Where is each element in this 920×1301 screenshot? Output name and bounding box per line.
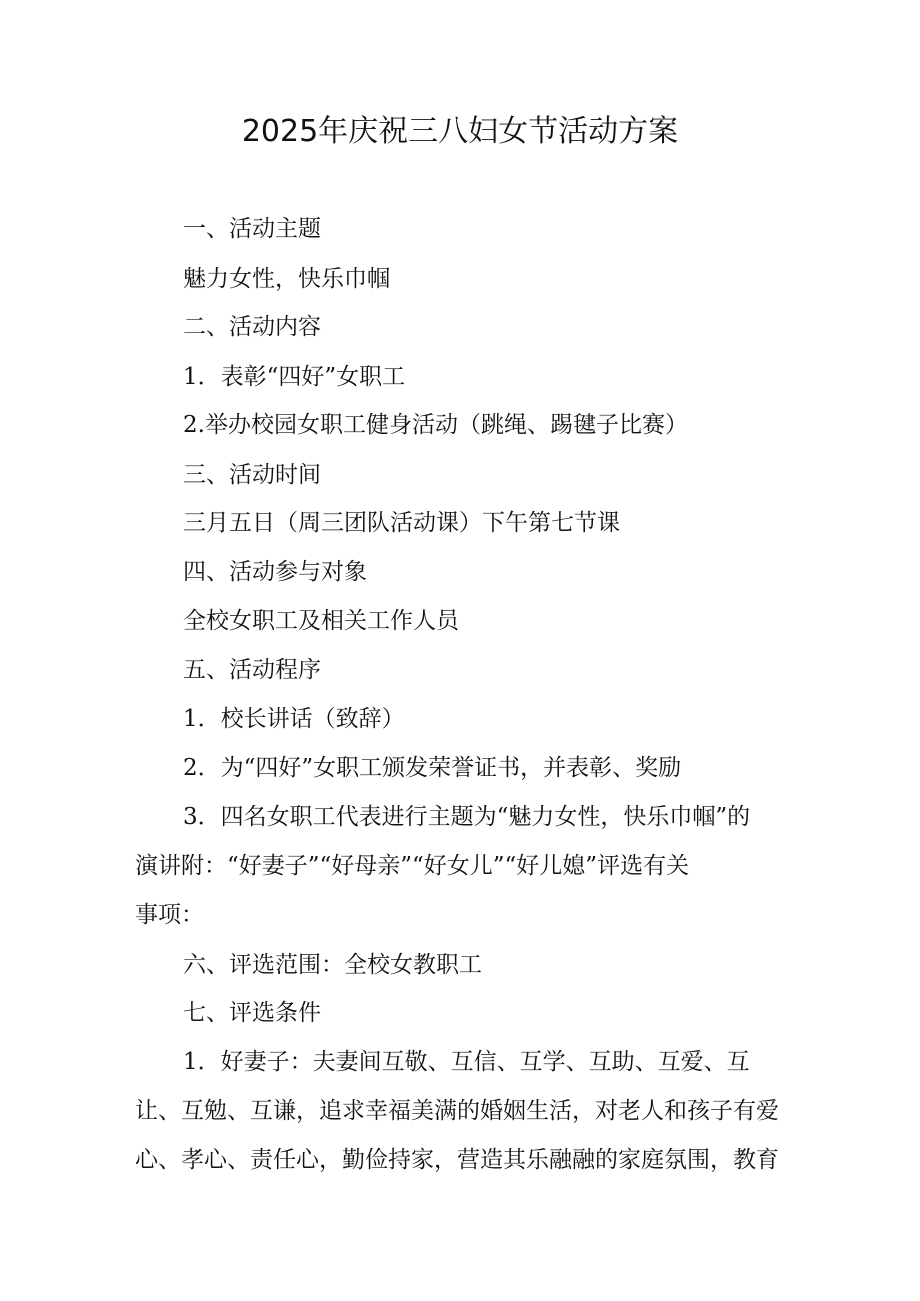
paragraph-participants: 全校女职工及相关工作人员 xyxy=(183,608,459,634)
heading-selection-scope: 六、评选范围：全校女教职工 xyxy=(183,952,482,978)
procedure-item-1: 1．校长讲话（致辞） xyxy=(183,706,405,732)
heading-activity-time: 三、活动时间 xyxy=(183,462,321,488)
procedure-item-3: 3．四名女职工代表进行主题为“魅力女性，快乐巾帼”的 xyxy=(183,804,751,830)
paragraph-time: 三月五日（周三团队活动课）下午第七节课 xyxy=(183,510,620,536)
content-item-2: 2.举办校园女职工健身活动（跳绳、踢毽子比赛） xyxy=(183,412,688,438)
content-item-1: 1．表彰“四好”女职工 xyxy=(183,364,406,390)
heading-selection-criteria: 七、评选条件 xyxy=(183,1000,321,1026)
criteria-good-wife-continued-1: 让、互勉、互谦，追求幸福美满的婚姻生活，对老人和孩子有爱 xyxy=(135,1098,779,1124)
heading-participants: 四、活动参与对象 xyxy=(183,559,367,585)
procedure-item-3-end: 事项： xyxy=(135,902,204,928)
document-title: 2025年庆祝三八妇女节活动方案 xyxy=(241,114,679,149)
heading-activity-theme: 一、活动主题 xyxy=(183,216,321,242)
criteria-good-wife: 1．好妻子：夫妻间互敬、互信、互学、互助、互爱、互 xyxy=(183,1049,750,1075)
heading-procedure: 五、活动程序 xyxy=(183,657,321,683)
criteria-good-wife-continued-2: 心、孝心、责任心，勤俭持家，营造其乐融融的家庭氛围，教育 xyxy=(135,1147,779,1173)
procedure-item-3-continued: 演讲附：“好妻子”“好母亲”“好女儿”“好儿媳”评选有关 xyxy=(135,853,690,879)
heading-activity-content: 二、活动内容 xyxy=(183,314,321,340)
procedure-item-2: 2．为“四好”女职工颁发荣誉证书，并表彰、奖励 xyxy=(183,755,682,781)
paragraph-theme: 魅力女性，快乐巾帼 xyxy=(183,266,390,292)
